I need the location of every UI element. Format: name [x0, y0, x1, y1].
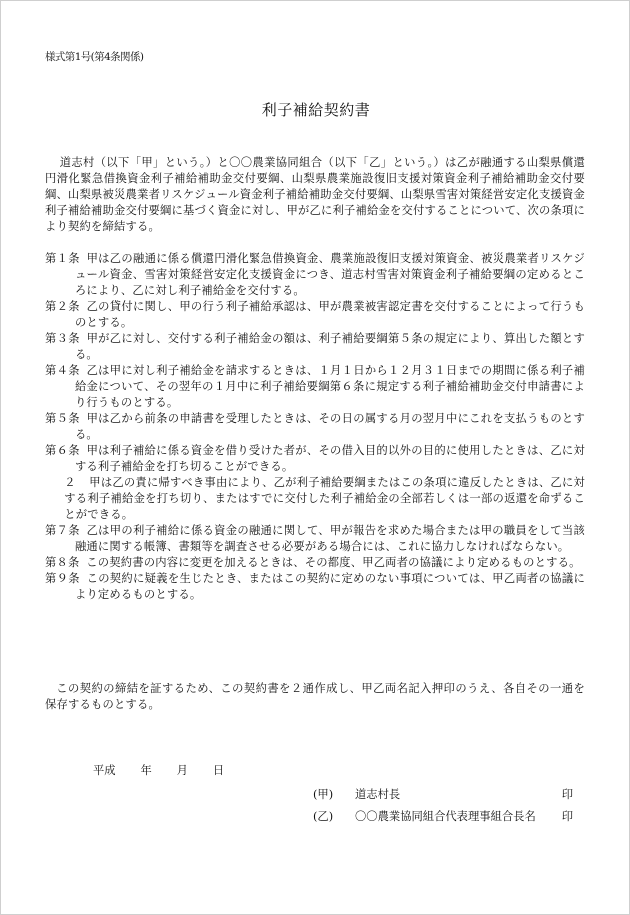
article-list: [45, 251, 585, 603]
article-text: 甲は利子補給に係る資金を借り受けた者が、その借入目的以外の目的に使用したときは、乙に対する利子補給金を打ち切ることができる。: [74, 444, 586, 473]
article-text: 乙の貸付に関し、甲の行う利子補給承認は、甲が農業被害認定書を交付することによって行うものとする。: [74, 300, 586, 329]
document-title: 利子補給契約書: [261, 101, 371, 119]
article-5: [45, 411, 585, 443]
article-7: [45, 523, 585, 555]
article-2: [45, 299, 585, 331]
article-text: 乙は甲に対し利子補給金を請求するときは、１月１日から１２月３１日までの期間に係る利子補給金について、その翌年の１月中に利子補給要綱第６条に規定する利子補給補助金交付申請書により行うものとする。: [74, 364, 586, 409]
party-a-seal: 印: [561, 788, 573, 801]
date-year: 年: [140, 764, 152, 777]
article-head: 第６条: [45, 444, 80, 457]
article-text: 甲は乙の融通に係る償還円滑化緊急借換資金、農業施設復旧支援対策資金、被災農業者リスケジュール資金、雪害対策経営安定化支援資金につき、道志村雪害対策資金利子補給要綱の定めるところにより、乙に対し利子補給金を交付する。: [74, 252, 585, 297]
article-head: 第３条: [45, 332, 80, 345]
article-4: [45, 363, 585, 411]
article-head: 第１条: [45, 252, 80, 265]
article-head: 第８条: [45, 556, 80, 569]
party-b-seal: 印: [561, 810, 573, 823]
article-text: 乙は甲の利子補給に係る資金の融通に関して、甲が報告を求めた場合または甲の職員をして当該融通に関する帳簿、書類等を調査させる必要がある場合には、これに協力しなければならない。: [74, 524, 585, 553]
article-head: 第９条: [45, 572, 80, 585]
article-9: [45, 571, 585, 603]
article-head: 第４条: [45, 364, 80, 377]
article-1: [45, 251, 585, 299]
article-6: [45, 443, 585, 475]
article-text: 甲は乙の責に帰すべき事由により、乙が利子補給要綱またはこの条項に違反したときは、乙に対する利子補給金を打ち切り、またはすでに交付した利子補給金の全部若しくは一部の返還を命ずることができる。: [64, 476, 585, 521]
article-head: ２: [64, 476, 76, 489]
intro-paragraph: 道志村（以下「甲」という。）と〇〇農業協同組合（以下「乙」という。）は乙が融通する山梨県償還円滑化緊急借換資金利子補給補助金交付要綱、山梨県農業施設復旧支援対策資金利子補給補助金交付要綱、山梨県被災農業者リスケジュール資金利子補給補助金交付要綱、山梨県雪害対策経営安定化支援資金利子補給補助金交付要綱に基づく資金に対し、甲が乙に利子補給金を交付することについて、次の条項により契約を締結する。: [45, 156, 585, 233]
date-era: 平成: [93, 764, 116, 777]
article-head: 第２条: [45, 300, 80, 313]
article-text: この契約に疑義を生じたとき、またはこの契約に定めのない事項については、甲乙両者の協議により定めるものとする。: [74, 572, 585, 601]
party-a-label: (甲): [313, 788, 334, 801]
party-a: [313, 786, 573, 802]
article-3: [45, 331, 585, 363]
article-8: [45, 555, 585, 571]
article-text: 甲は乙から前条の申請書を受理したときは、その日の属する月の翌月中にこれを支払うものとする。: [74, 412, 586, 441]
closing-paragraph: この契約の締結を証するため、この契約書を２通作成し、甲乙両名記入押印のうえ、各自その一通を保存するものとする。: [45, 682, 585, 711]
article-text: この契約書の内容に変更を加えるときは、その都度、甲乙両者の協議により定めるものとする。: [86, 556, 581, 569]
party-b-name: 〇〇農業協同組合代表理事組合長名: [355, 810, 536, 823]
article-head: 第７条: [45, 524, 80, 537]
party-a-name: 道志村長: [355, 788, 401, 801]
contract-date: [93, 762, 241, 778]
date-day: 日: [212, 764, 225, 777]
party-b: [313, 808, 573, 824]
date-month: 月: [176, 764, 188, 777]
party-b-label: (乙): [313, 810, 334, 823]
form-number: 様式第1号(第4条関係): [45, 51, 144, 63]
article-head: 第５条: [45, 412, 80, 425]
article-6-paragraph-2: [45, 475, 585, 523]
article-text: 甲が乙に対し、交付する利子補給金の額は、利子補給要綱第５条の規定により、算出した額とする。: [74, 332, 586, 361]
